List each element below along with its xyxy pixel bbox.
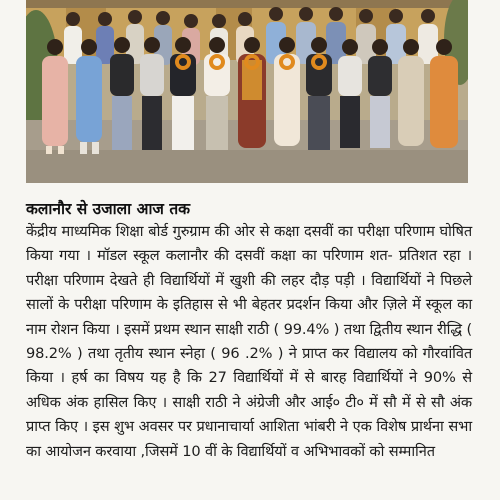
article-body: केंद्रीय माध्यमिक शिक्षा बोर्ड गुरुग्राम की ओर से कक्षा दसवीं का परीक्षा परिणाम घोषित किया गया । मॉडल स्कूल कलानौर की दसवीं कक्षा का परिणाम शत- प्रतिशत रहा । परीक्षा परिणाम देखते ही विद्यार्थियों में खुशी की लहर दौड़ पड़ी । विद्यार्थियों ने पिछले सालों के परीक्षा परिणाम के इतिहास से भी बेहतर प्रदर्शन किया और ज़िले में स्कूल का नाम रोशन किया । इसमें प्रथम स्थान साक्षी राठी ( 99.4% ) तथा द्वितीय स्थान रीद्धि ( 98.2% ) तथा तृतीय स्थान स्नेहा ( 96 .2% ) ने प्राप्त कर विद्यालय को गौरवांवित किया । हर्ष का विषय यह है कि 27 विद्यार्थियों में से बारह विद्यार्थियों ने 90% से अधिक अंक हासिल किए । साक्षी राठी ने अंग्रेजी और आई० टी० में सौ में से सौ अंक प्राप्त किए । इस शुभ अवसर पर प्रधानाचार्या आशिता भांबरी ने एक विशेष प्रार्थना सभा का आयोजन करवाया ,जिसमें 10 वीं के विद्यार्थियों व अभिभावकों को सम्मानित bbox=[26, 223, 472, 460]
group-photo bbox=[26, 0, 468, 183]
group-photo-illustration bbox=[26, 0, 468, 183]
building-eave bbox=[26, 0, 468, 8]
news-article bbox=[26, 198, 472, 464]
ground-shadow bbox=[26, 150, 468, 183]
article-headline: कलानौर से उजाला आज तक bbox=[26, 200, 191, 218]
